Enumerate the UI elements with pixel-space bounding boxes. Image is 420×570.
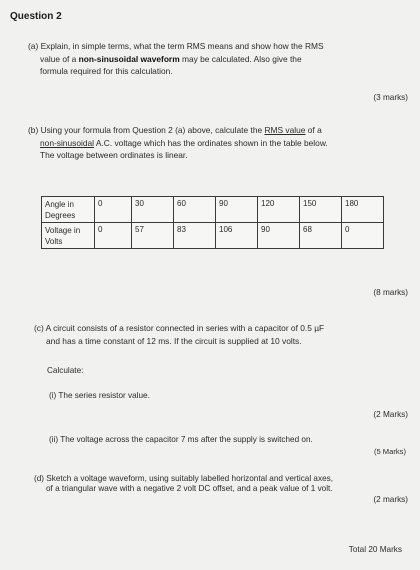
total-marks: Total 20 Marks <box>348 545 402 554</box>
part-a-line2-end: may be calculated. Also give the <box>179 53 302 64</box>
part-b-underlined-nonsinusoidal: non-sinusoidal <box>40 137 95 148</box>
part-b-line1-start: (b) Using your formula from Question 2 (a) above, calculate the <box>28 125 265 135</box>
angle-cell: 180 <box>342 197 384 223</box>
angle-cell: 90 <box>216 197 258 223</box>
angle-cell: 120 <box>258 197 300 223</box>
part-c-line2: and has a time constant of 12 ms. If the circuit is supplied at 10 volts. <box>46 335 302 346</box>
part-a-text <box>28 40 408 78</box>
part-b-text <box>28 124 413 162</box>
part-d-line1: (d) Sketch a voltage waveform, using suitably labelled horizontal and vertical axes, <box>34 474 333 483</box>
voltage-label-cell: Voltage in Volts <box>42 223 95 249</box>
part-d-text <box>34 474 418 494</box>
voltage-cell: 57 <box>132 223 174 249</box>
table-row-angles <box>42 197 384 223</box>
part-b-line3: The voltage between ordinates is linear. <box>40 150 188 160</box>
part-d-line2: of a triangular wave with a negative 2 volt DC offset, and a peak value of 1 volt. <box>46 484 333 493</box>
part-c-i-marks: (2 Marks) <box>373 410 408 419</box>
part-a-line3: formula required for this calculation. <box>40 66 173 76</box>
angle-cell: 0 <box>95 197 132 223</box>
part-a-marks: (3 marks) <box>373 93 408 102</box>
part-a-line1: (a) Explain, in simple terms, what the term RMS means and show how the RMS <box>28 41 324 51</box>
part-a-line2 <box>28 53 408 66</box>
part-a-bold-term: non-sinusoidal waveform <box>78 53 180 64</box>
ordinates-table <box>41 196 384 249</box>
voltage-cell: 83 <box>174 223 216 249</box>
voltage-cell: 68 <box>300 223 342 249</box>
part-c-ii-marks: (5 Marks) <box>373 447 406 456</box>
question-title: Question 2 <box>10 11 62 22</box>
part-b-line1 <box>28 124 413 137</box>
part-d-marks: (2 marks) <box>373 495 408 504</box>
part-c-text <box>34 322 414 347</box>
voltage-cell: 0 <box>342 223 384 249</box>
part-c-i-text: (i) The series resistor value. <box>49 391 150 400</box>
voltage-cell: 0 <box>95 223 132 249</box>
part-b-line1-end: of a <box>305 125 322 135</box>
part-b-line2-end: A.C. voltage which has the ordinates shown in the table below. <box>94 137 328 148</box>
voltage-cell: 90 <box>258 223 300 249</box>
angle-label-cell: Angle in Degrees <box>42 197 95 223</box>
part-b-marks: (8 marks) <box>373 288 408 297</box>
part-b-line2 <box>28 137 413 150</box>
part-c-line1: (c) A circuit consists of a resistor connected in series with a capacitor of 0.5 µF <box>34 323 325 333</box>
voltage-cell: 106 <box>216 223 258 249</box>
part-c-ii-text: (ii) The voltage across the capacitor 7 ms after the supply is switched on. <box>49 435 313 444</box>
calculate-label: Calculate: <box>47 366 84 375</box>
angle-cell: 60 <box>174 197 216 223</box>
part-b-underlined-rms: RMS value <box>264 125 306 135</box>
table-row-voltages <box>42 223 384 249</box>
angle-cell: 150 <box>300 197 342 223</box>
part-a-line2-start: value of a <box>40 53 79 64</box>
angle-cell: 30 <box>132 197 174 223</box>
